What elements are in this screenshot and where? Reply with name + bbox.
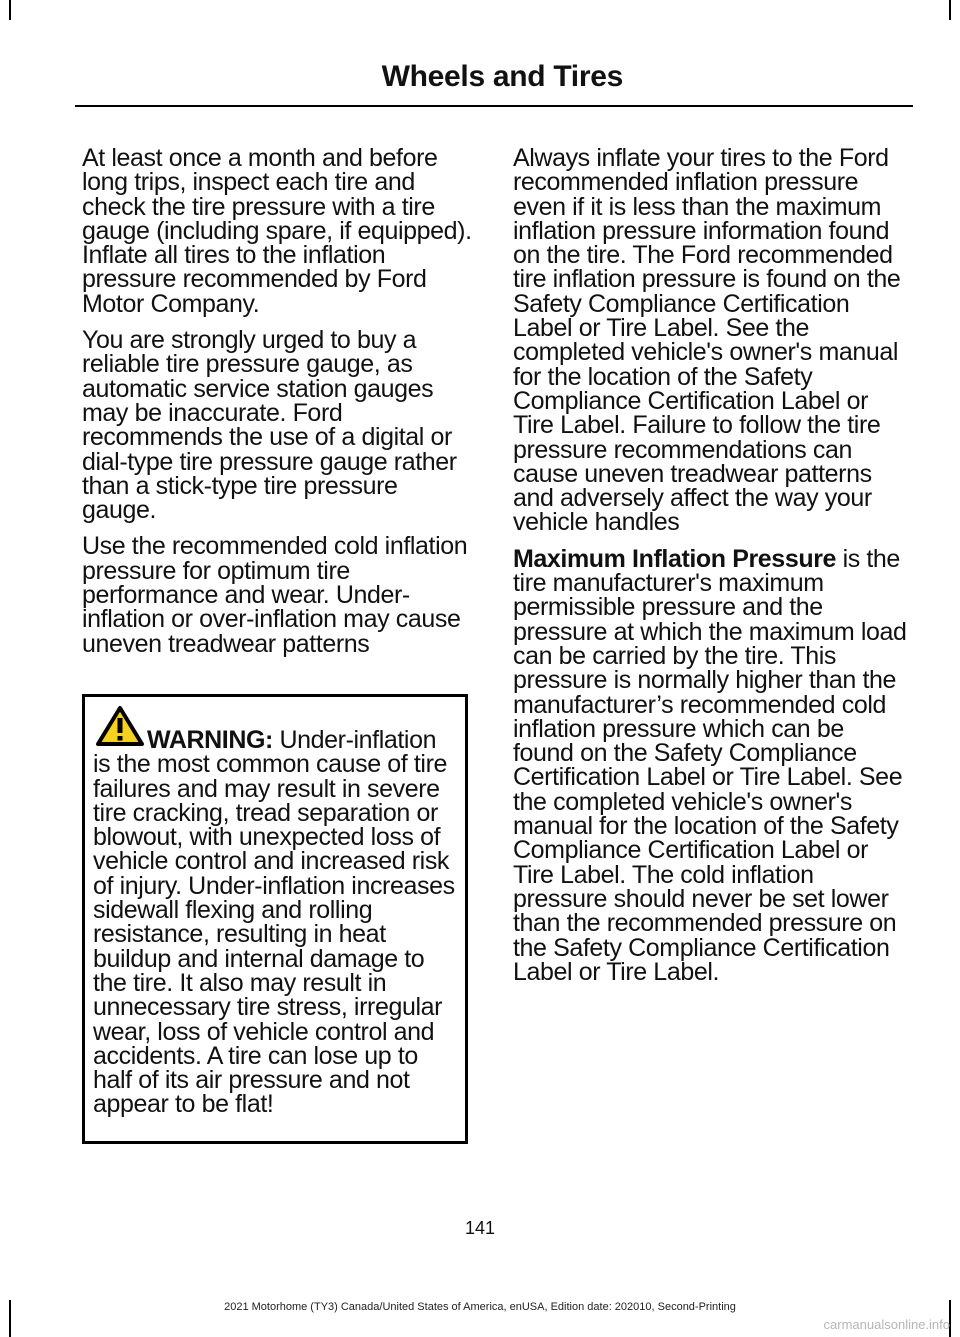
body-paragraph: Use the recommended cold inflation pressure for optimum tire performance and wear. Under-inflation or over-inflation may cause uneven treadwear patterns <box>82 532 468 658</box>
left-column <box>82 146 478 668</box>
page-number: 141 <box>464 1218 496 1238</box>
right-column <box>513 146 909 996</box>
definition-paragraph <box>513 544 909 986</box>
body-paragraph: You are strongly urged to buy a reliable tire pressure gauge, as automatic service station gauges may be inaccurate. Ford recommends the use of a digital or dial-type tire pressure gauge rather than a stick-type tire pressure gauge. <box>82 326 457 525</box>
header-divider <box>75 105 913 107</box>
term-maximum-inflation-pressure: Maximum Inflation Pressure <box>513 544 837 573</box>
warning-text <box>93 728 459 1117</box>
body-paragraph: Always inflate your tires to the Ford recommended inflation pressure even if it is less than the maximum inflation pressure information found on the tire. The Ford recommended tire inflation pressure is found on the Safety Compliance Certification Label or Tire Label. See the completed vehicle's owner's manual for the location of the Safety Compliance Certification Label or Tire Label. Failure to follow the tire pressure recommendations can cause uneven treadwear patterns and adversely affect the way your vehicle handles <box>513 144 901 537</box>
warning-box <box>82 694 468 1144</box>
footer-edition-info: 2021 Motorhome (TY3) Canada/United States of America, enUSA, Edition date: 202010, Second-Printing <box>224 1301 736 1313</box>
watermark: carmanualsonline.info <box>823 1317 950 1332</box>
page-title: Wheels and Tires <box>381 60 623 93</box>
warning-body: Under-inflation is the most common cause of tire failures and may result in severe tire cracking, tread separation or blowout, with unexpected loss of vehicle control and increased risk of injury. Under-inflation increases sidewall flexing and rolling resistance, resulting in heat buildup and internal damage to the tire. It also may result in unnecessary tire stress, irregular wear, loss of vehicle control and accidents. A tire can lose up to half of its air pressure and not appear to be flat! <box>93 726 455 1119</box>
warning-label: WARNING: <box>147 726 273 754</box>
crop-mark-top-left <box>9 0 11 20</box>
definition-text: is the tire manufacturer's maximum permissible pressure and the pressure at which the maximum load can be carried by the tire. This pressure is normally higher than the manufacturer’s recommended cold inflation pressure which can be found on the Safety Compliance Certification Label or Tire Label. See the completed vehicle's owner's manual for the location of the Safety Compliance Certification Label or Tire Label. The cold inflation pressure should never be set lower than the recommended pressure on the Safety Compliance Certification Label or Tire Label. <box>513 544 907 986</box>
crop-mark-top-right <box>949 0 951 20</box>
body-paragraph: At least once a month and before long trips, inspect each tire and check the tire pressure with a tire gauge (including spare, if equipped). Inflate all tires to the inflation pressure recommended by Ford Motor Company. <box>82 144 472 318</box>
